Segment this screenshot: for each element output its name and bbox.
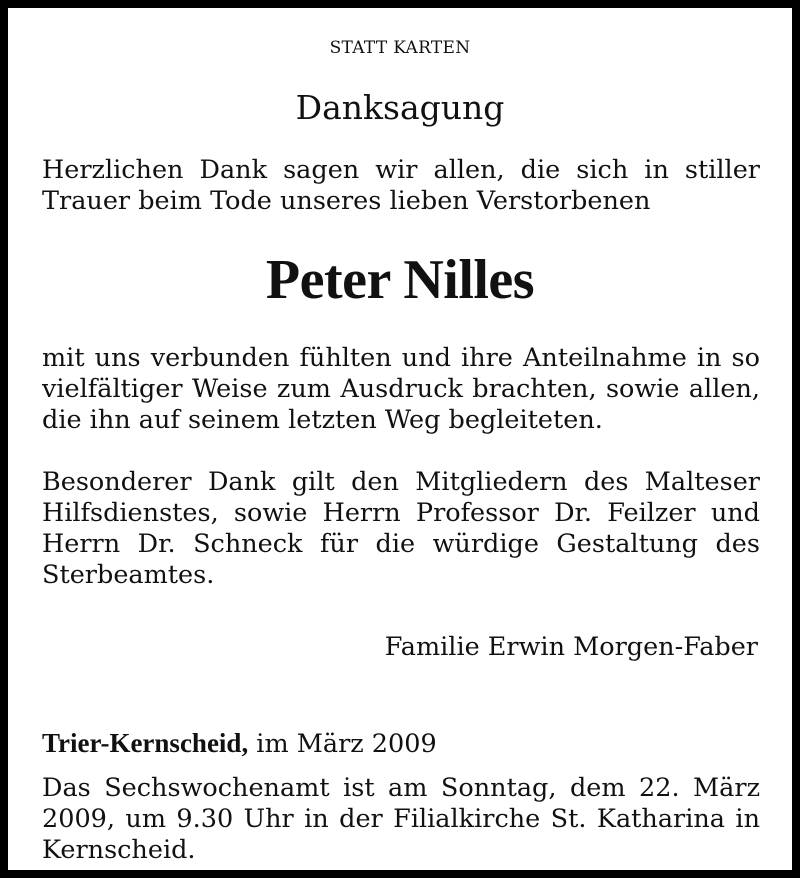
special-thanks-paragraph: Besonderer Dank gilt den Mitgliedern des Malteser Hilfsdienstes, sowie Herrn Professor Dr. Feilzer und Herrn Dr. Schneck für die würdige Gestaltung des Sterbeamtes. <box>42 467 760 590</box>
place-date-line <box>42 728 437 760</box>
place-name: Trier-Kernscheid, <box>42 728 249 758</box>
mass-info-paragraph: Das Sechswochenamt ist am Sonntag, dem 22. März 2009, um 9.30 Uhr in der Filialkirche St. Katharina in Kernscheid. <box>42 773 760 865</box>
notice-header: STATT KARTEN <box>329 38 471 58</box>
family-signature: Familie Erwin Morgen-Faber <box>384 632 758 662</box>
notice-title: Danksagung <box>295 88 505 127</box>
intro-paragraph: Herzlichen Dank sagen wir allen, die sich in stiller Trauer beim Tode unseres lieben Verstorbenen <box>42 155 760 216</box>
deceased-name: Peter Nilles <box>265 249 535 311</box>
thanks-paragraph: mit uns verbunden fühlten und ihre Anteilnahme in so vielfältiger Weise zum Ausdruck brachten, sowie allen, die ihn auf seinem letzten Weg begleiteten. <box>42 343 760 435</box>
date-text: im März 2009 <box>248 729 437 759</box>
